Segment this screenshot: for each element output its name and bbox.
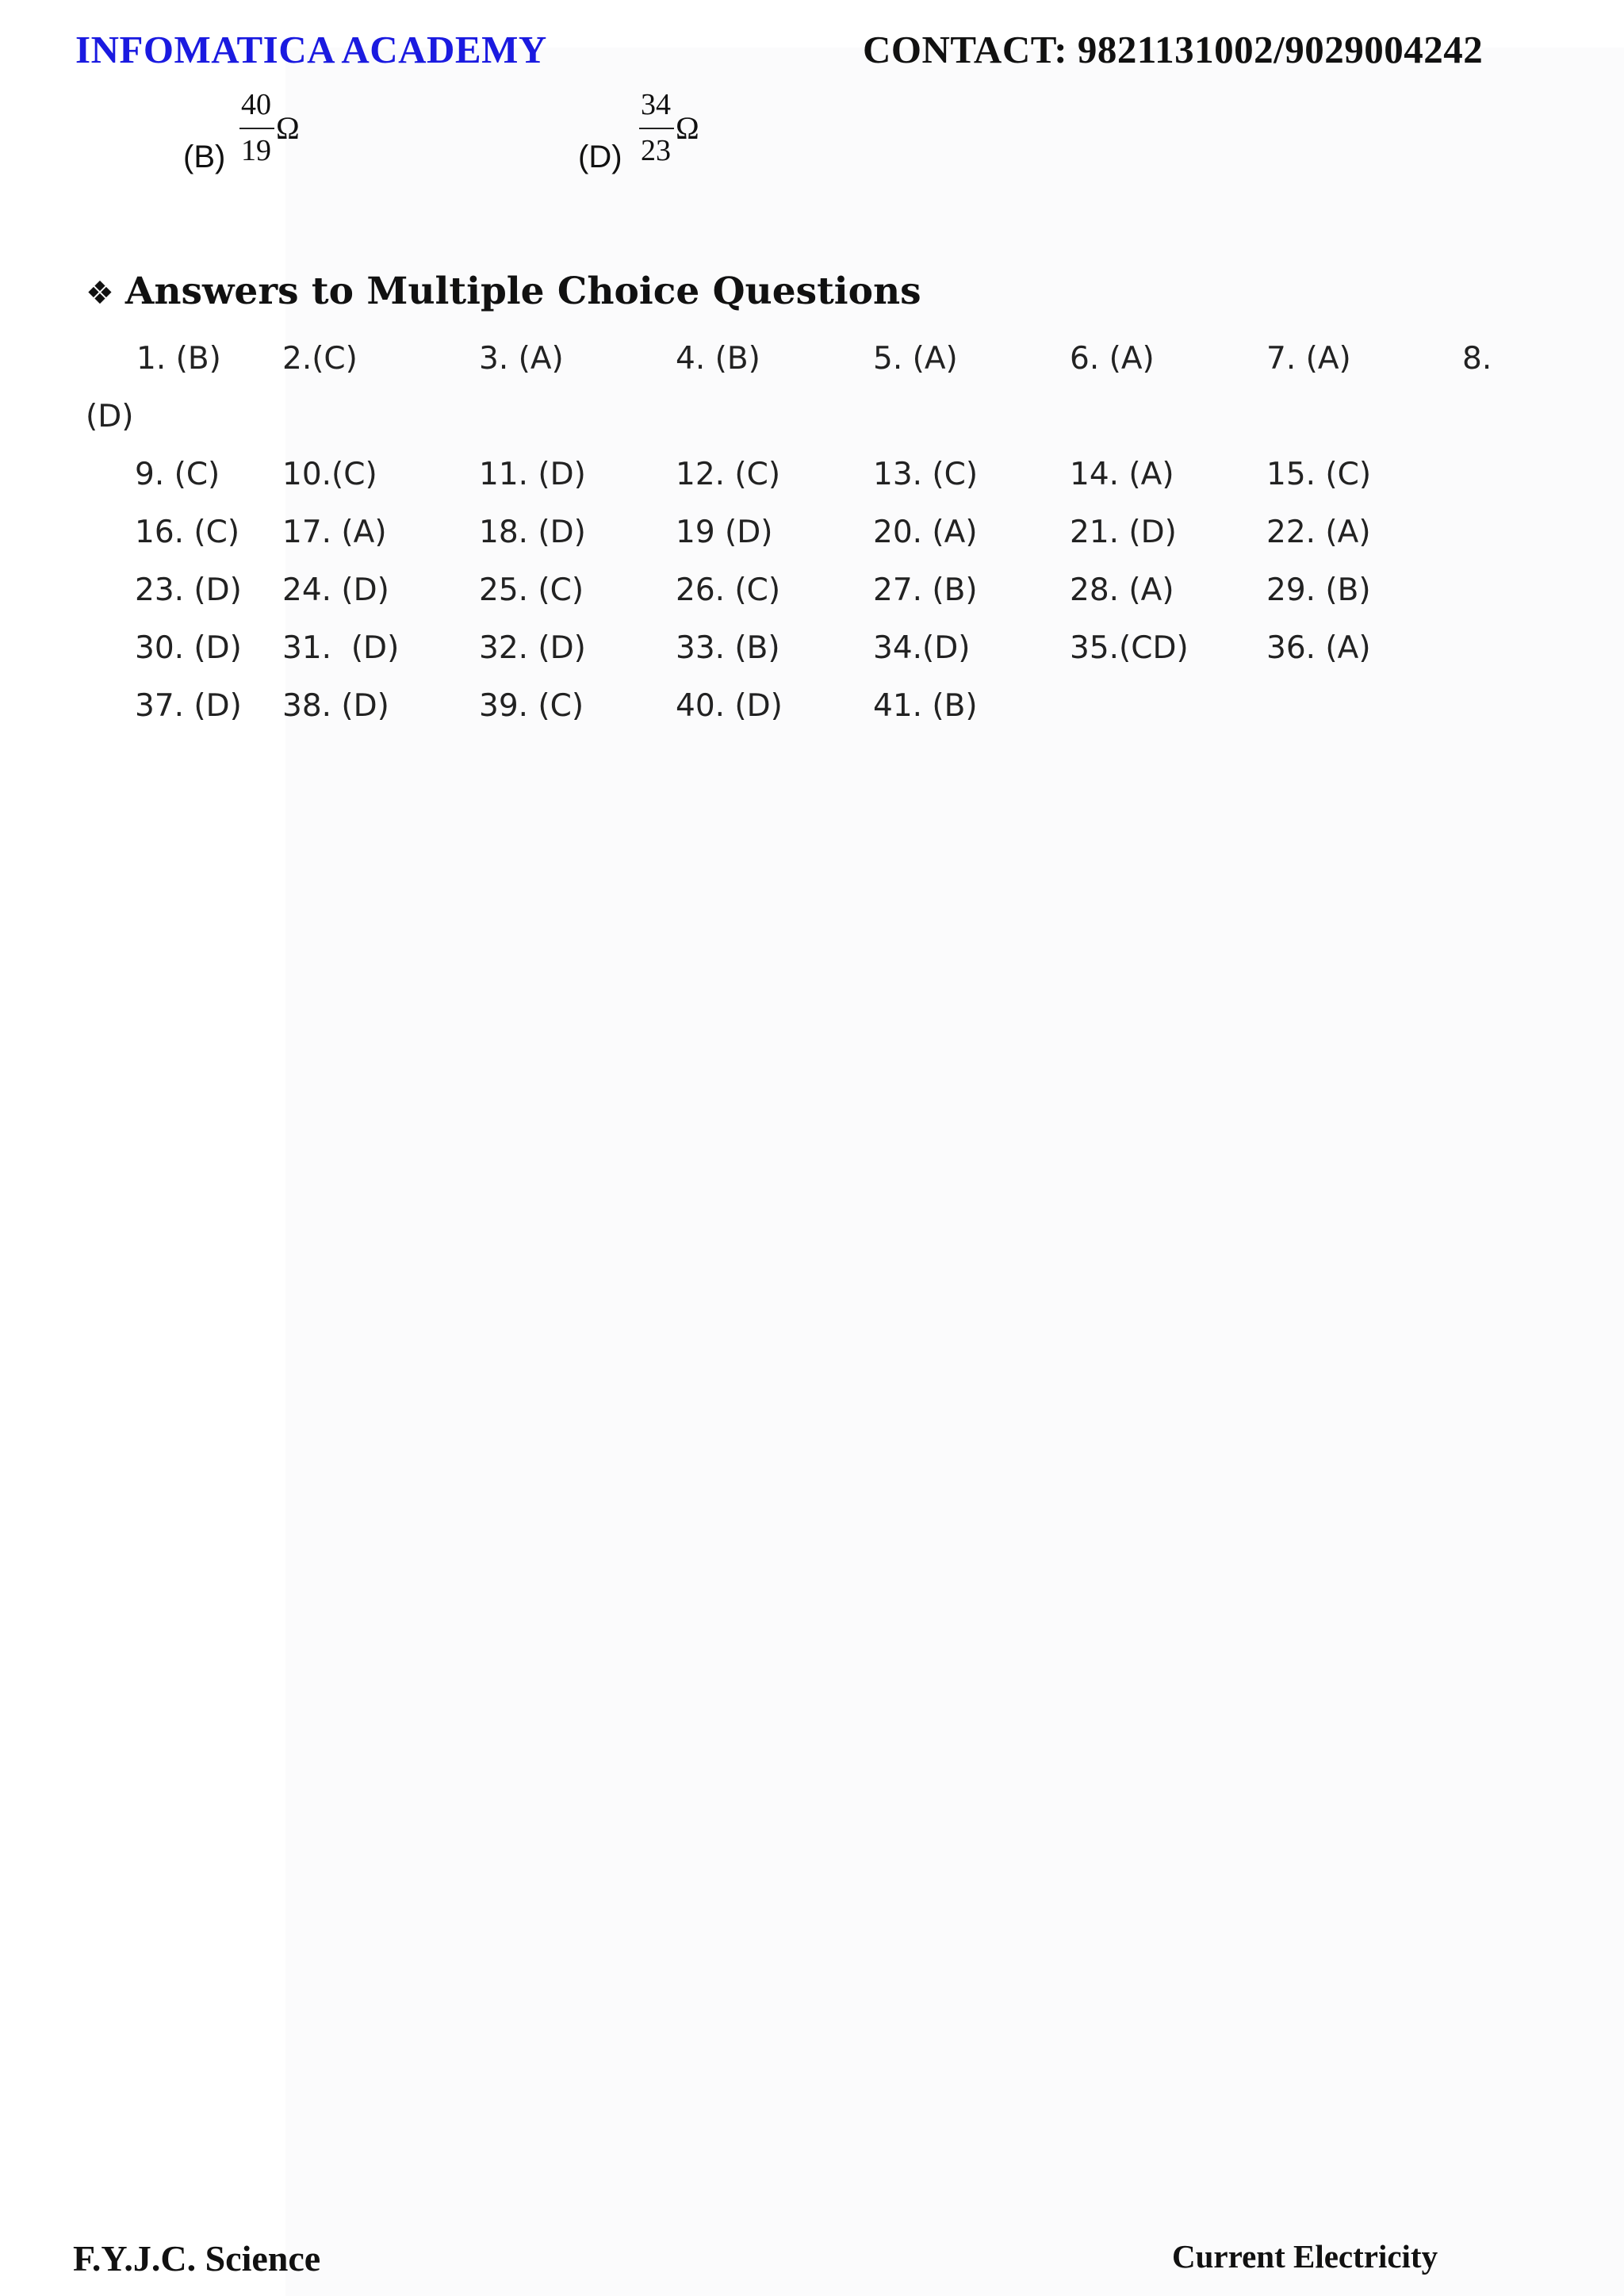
option-b-numerator: 40: [241, 88, 271, 121]
option-d-numerator: 34: [641, 88, 671, 121]
answer-item: 7. (A): [1266, 341, 1351, 377]
answer-item: 36. (A): [1266, 630, 1371, 666]
answer-item: 23. (D): [135, 572, 242, 608]
answer-item: 28. (A): [1070, 572, 1174, 608]
section-title-text: Answers to Multiple Choice Questions: [124, 270, 921, 313]
contact-info: CONTACT: 9821131002/9029004242: [863, 28, 1484, 71]
answer-item: 11. (D): [479, 457, 586, 492]
answer-item: 4. (B): [676, 341, 760, 377]
answer-item: 31. (D): [282, 630, 400, 666]
footer-chapter-label: Current Electricity: [1172, 2238, 1438, 2275]
answer-item: 29. (B): [1266, 572, 1371, 608]
answer-item: 22. (A): [1266, 515, 1371, 550]
answer-item: 30. (D): [135, 630, 242, 666]
option-d-denominator: 23: [641, 134, 671, 167]
answer-item: 1. (B): [136, 341, 221, 377]
answer-item: 26. (C): [676, 572, 781, 608]
answer-item: 5. (A): [873, 341, 958, 377]
option-d-fraction-bar: [639, 128, 674, 129]
option-b-unit: Ω: [276, 110, 300, 146]
answer-item: 19 (D): [676, 515, 773, 550]
option-b-letter: (B): [183, 140, 226, 174]
answer-item: 18. (D): [479, 515, 586, 550]
option-d-unit: Ω: [676, 110, 699, 146]
academy-name: INFOMATICA ACADEMY: [75, 28, 547, 71]
answer-item: (D): [86, 399, 134, 434]
answer-item: 16. (C): [135, 515, 240, 550]
answer-item: 21. (D): [1070, 515, 1177, 550]
answer-item: 12. (C): [676, 457, 781, 492]
answer-item: 37. (D): [135, 688, 242, 724]
answer-item: 15. (C): [1266, 457, 1372, 492]
answer-item: 24. (D): [282, 572, 389, 608]
answer-item: 8.: [1462, 341, 1492, 377]
answer-item: 17. (A): [282, 515, 387, 550]
answer-item: 3. (A): [479, 341, 564, 377]
answer-item: 27. (B): [873, 572, 978, 608]
page-background: [285, 48, 1624, 2296]
footer-class-label: F.Y.J.C. Science: [73, 2238, 321, 2279]
section-title: [86, 270, 921, 313]
answer-item: 13. (C): [873, 457, 979, 492]
answer-item: 2.(C): [282, 341, 358, 377]
answer-item: 40. (D): [676, 688, 783, 724]
answer-item: 34.(D): [873, 630, 971, 666]
answer-item: 33. (B): [676, 630, 780, 666]
answer-item: 25. (C): [479, 572, 584, 608]
option-b-fraction-bar: [239, 128, 274, 129]
answer-item: 38. (D): [282, 688, 389, 724]
answer-item: 10.(C): [282, 457, 377, 492]
answer-item: 32. (D): [479, 630, 586, 666]
answer-item: 14. (A): [1070, 457, 1174, 492]
answer-item: 9. (C): [135, 457, 220, 492]
answer-item: 35.(CD): [1070, 630, 1189, 666]
answer-item: 41. (B): [873, 688, 978, 724]
answer-item: 20. (A): [873, 515, 978, 550]
option-b-denominator: 19: [241, 134, 271, 167]
answer-item: 6. (A): [1070, 341, 1155, 377]
option-d-letter: (D): [578, 140, 622, 174]
answer-item: 39. (C): [479, 688, 584, 724]
diamond-bullet-icon: ❖: [86, 275, 114, 312]
